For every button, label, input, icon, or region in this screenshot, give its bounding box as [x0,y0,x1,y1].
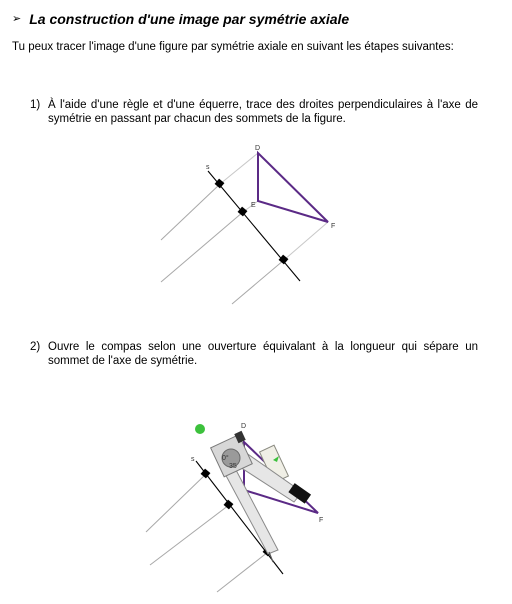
intro-paragraph: Tu peux tracer l'image d'une figure par symétrie axiale en suivant les étapes suivantes: [12,41,454,53]
step-1-number: 1) [30,99,41,111]
compass-dial-label-value: 35 [229,463,237,470]
perpendicular-line-f [217,552,268,592]
green-pivot-marker[interactable] [195,424,205,434]
perpendicular-line-d [146,474,206,532]
vertex-label-e: E [251,202,256,209]
axis-label: s [206,164,210,171]
vertex-label-d: D [241,423,247,430]
step-2-text: Ouvre le compas selon une ouverture équivalant à la longueur qui sépare un sommet de l'axe de symétrie. [48,341,478,367]
vertex-label-d: D [255,145,261,152]
axis-label: s [191,456,195,463]
vertex-label-f: F [331,223,336,230]
arrow-bullet-icon: ➢ [12,13,22,25]
perpendicular-line-e [150,505,229,565]
page-title: La construction d'une image par symétrie axiale [29,11,350,27]
vertex-label-f: F [319,517,324,524]
compass-dial-label-angle: 0° [222,455,229,462]
step-2-number: 2) [30,341,41,353]
step-1-text: À l'aide d'une règle et d'une équerre, trace des droites perpendiculaires à l'axe de symétrie en passant par chacun des sommets de la figure. [48,99,478,125]
